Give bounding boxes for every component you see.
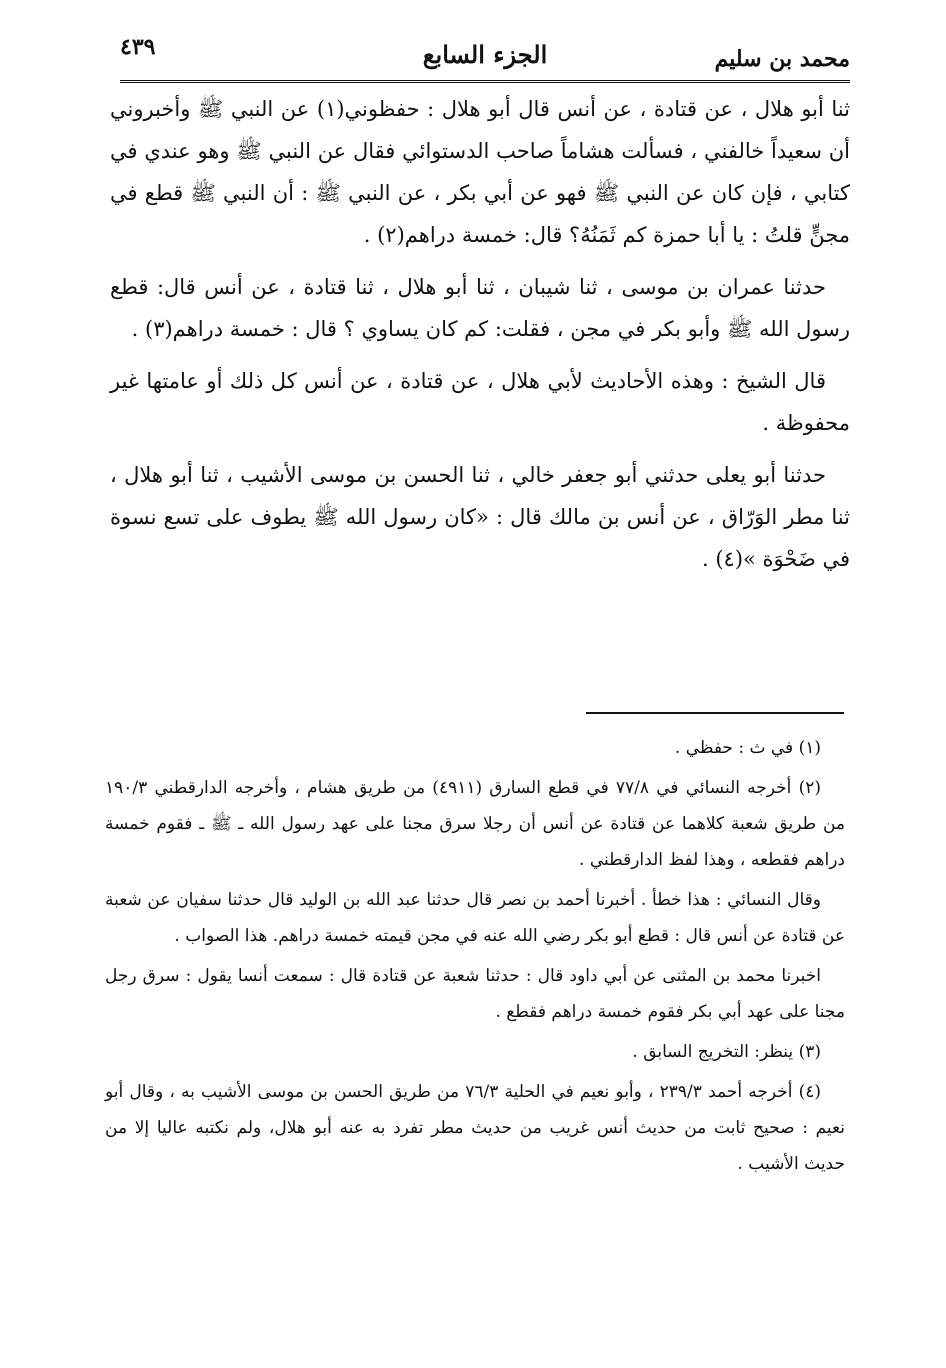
footnote: (١) في ث : حفظي . <box>674 738 821 758</box>
footnote: وقال النسائي : هذا خطأ . أخبرنا أحمد بن نصر قال حدثنا عبد الله بن الوليد قال حدثنا سفيان عن شعبة عن قتادة عن أنس قال : قطع أبو بكر رضي الله عنه في مجن قيمته خمسة دراهم. هذا الصواب . <box>105 890 845 946</box>
paragraph: حدثنا أبو يعلى حدثني أبو جعفر خالي ، ثنا الحسن بن موسى الأشيب ، ثنا أبو هلال ، ثنا مطر الوَرّاق ، عن أنس بن مالك قال : «كان رسول الله ﷺ يطوف على تسع نسوة في ضَحْوَة »(٤) . <box>110 463 850 571</box>
paragraph: ثنا أبو هلال ، عن قتادة ، عن أنس قال أبو هلال : حفظوني(١) عن النبي ﷺ وأخبروني أن سعيداً خالفني ، فسألت هشاماً صاحب الدستوائي فقال عن النبي ﷺ وهو عندي في كتابي ، فإن كان عن النبي ﷺ فهو عن أبي بكر ، عن النبي ﷺ : أن النبي ﷺ قطع في مجنٍّ قلتُ : يا أبا حمزة كم ثَمَنُهُ؟ قال: خمسة دراهم(٢) . <box>110 97 850 247</box>
footnote-separator <box>586 712 844 714</box>
page-header <box>120 28 850 76</box>
paragraph: قال الشيخ : وهذه الأحاديث لأبي هلال ، عن قتادة ، عن أنس كل ذلك أو عامتها غير محفوظة . <box>110 369 850 435</box>
running-head-author: محمد بن سليم <box>714 46 850 72</box>
main-text <box>110 88 850 590</box>
running-head-volume: الجزء السابع <box>422 40 548 69</box>
footnotes <box>105 730 845 1186</box>
page-number: ٤٣٩ <box>120 34 156 60</box>
header-rule <box>120 80 850 83</box>
footnote: (٤) أخرجه أحمد ٢٣٩/٣ ، وأبو نعيم في الحلية ٧٦/٣ من طريق الحسن بن موسى الأشيب به ، وقال أبو نعيم : صحيح ثابت من حديث أنس غريب من حديث مطر تفرد به عنه أبو هلال، ولم نكتبه عاليا إلا من حديث الأشيب . <box>105 1082 845 1174</box>
footnote: اخبرنا محمد بن المثنى عن أبي داود قال : حدثنا شعبة عن قتادة قال : سمعت أنسا يقول : سرق رجل مجنا على عهد أبي بكر فقوم خمسة دراهم فقطع . <box>105 966 845 1022</box>
footnote: (٣) ينظر: التخريج السابق . <box>632 1042 821 1062</box>
paragraph: حدثنا عمران بن موسى ، ثنا شيبان ، ثنا أبو هلال ، ثنا قتادة ، عن أنس قال: قطع رسول الله ﷺ وأبو بكر في مجن ، فقلت: كم كان يساوي ؟ قال : خمسة دراهم(٣) . <box>110 275 850 341</box>
footnote: (٢) أخرجه النسائي في ٧٧/٨ في قطع السارق (٤٩١١) من طريق هشام ، وأخرجه الدارقطني ١٩٠/٣ من طريق شعبة كلاهما عن قتادة عن أنس أن رجلا سرق مجنا على عهد رسول الله ـ ﷺ ـ فقوم خمسة دراهم فقطعه ، وهذا لفظ الدارقطني . <box>105 778 845 870</box>
